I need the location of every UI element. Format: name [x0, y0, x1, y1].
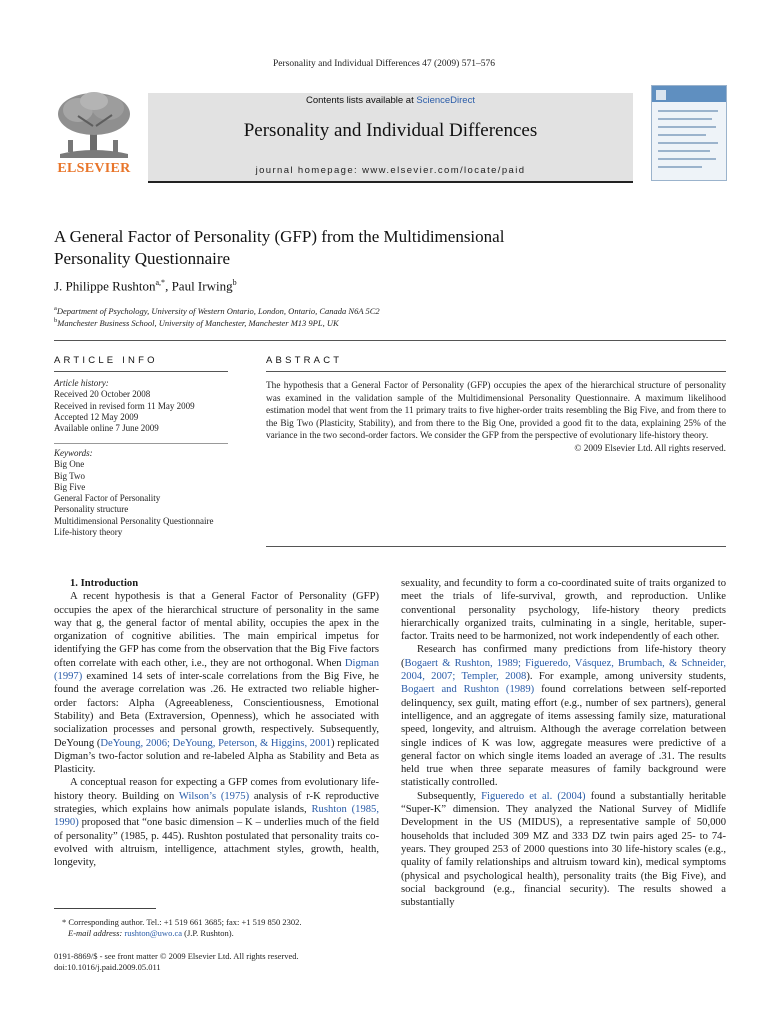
article-history [54, 378, 244, 434]
affiliation-a: $^a$Department of Psychology, University of Western Ontario, London, Ontario, Canada N6A 5C2 [54, 305, 380, 316]
journal-citation: Personality and Individual Differences 47 (2009) 571–576 [273, 59, 495, 69]
paragraph: Subsequently, Figueredo et al. (2004) found a substantially heritable “Super-K” dimension. They analyzed the National Survey of Midlife Development in the US (MIDUS), a representative sample of 50,000 households that included 309 MZ and 333 DZ twin pairs aged 25- to 74-years. They grouped 253 of 2000 questions into 30 life-history scales (e.g., quality of family relationships and altruism toward kin), medical symptoms (physical and psychological health), personality traits (the Big Five), and social background (e.g., financial security). The results showed a substantially [401, 790, 727, 909]
tree-icon [50, 88, 138, 160]
elsevier-logo[interactable] [50, 88, 138, 180]
journal-name: Personality and Individual Differences [243, 120, 538, 141]
divider [266, 371, 726, 372]
reference-link[interactable]: Rushton (1985, 1990) [54, 804, 379, 829]
footnote-marker: * [62, 917, 67, 927]
section-heading-introduction: 1. Introduction [70, 578, 139, 589]
journal-cover-thumbnail[interactable] [651, 85, 727, 181]
keyword-item: Multidimensional Personality Questionnaire [54, 515, 214, 526]
article-title: A General Factor of Personality (GFP) from the Multidimensional Personality Questionnaire [54, 227, 505, 268]
history-label: Article history: [54, 378, 109, 388]
abstract [266, 380, 726, 456]
journal-masthead [148, 93, 633, 183]
footnote-text: Corresponding author. Tel.: +1 519 661 3685; fax: +1 519 850 2302. [68, 917, 302, 927]
author-rushton-marker[interactable]: a,* [155, 278, 166, 287]
keyword-item: Personality structure [54, 504, 129, 515]
paragraph: A recent hypothesis is that a General Factor of Personality (GFP) occupies the apex of the hierarchical structure of personality in the same way that g, the general factor of mental ability, occupies the apex in the organization of cognitive abilities. The main empirical impetus for identifying the GFP has come from the observation that the Big Five factors often correlate with each other, i.e., they are not orthogonal. When Digman (1997) examined 14 sets of inter-scale correlations from the Big Five, he found the average correlation was .26. He extracted two reliable higher-order factors: Alpha (Agreeableness, Conscientiousness, Emotional Stability) and Beta (Extraversion, Openness), which he associated with socialization processes and personal growth, respectively. Subsequently, DeYoung (DeYoung, 2006; DeYoung, Peterson, & Higgins, 2001) replicated Digman’s two-factor solution and re-labeled Alpha as Stability and Beta as Plasticity. [54, 591, 379, 776]
footnote-rule [54, 908, 156, 909]
divider [54, 371, 228, 372]
abstract-copyright: © 2009 Elsevier Ltd. All rights reserved. [574, 443, 726, 454]
body-right-column [401, 577, 726, 909]
history-item: Available online 7 June 2009 [54, 423, 159, 434]
sciencedirect-link[interactable]: ScienceDirect [416, 95, 475, 106]
journal-homepage-link[interactable]: journal homepage: www.elsevier.com/locate/paid [255, 165, 526, 176]
reference-link[interactable]: Bogaert and Rushton (1989) [401, 684, 535, 696]
contents-line: Contents lists available at ScienceDirect [306, 95, 475, 106]
divider [54, 340, 726, 341]
keywords-label: Keywords: [54, 448, 93, 458]
author-irwing-marker[interactable]: b [232, 278, 237, 287]
keyword-item: Life-history theory [54, 527, 123, 538]
keyword-item: Big Two [54, 470, 85, 481]
divider [54, 443, 228, 444]
keywords [54, 448, 254, 538]
keyword-item: Big Five [54, 481, 86, 492]
footnote: * Corresponding author. Tel.: +1 519 661 3685; fax: +1 519 850 2302. E-mail address: rushton@uwo.ca (J.P. Rushton). [62, 917, 302, 939]
divider [266, 546, 726, 547]
paragraph: sexuality, and fecundity to form a co-coordinated suite of traits organized to meet the trials of life-survival, growth, and reproduction. Unlike conventional personality psychology, life-history theory predicts hierarchically organized traits, culminating in a single, heritable, super-factor. Traits need to be harmonized, not work independently of each other. [401, 578, 726, 643]
issn-line: 0191-8869/$ - see front matter © 2009 Elsevier Ltd. All rights reserved. [54, 951, 299, 961]
history-item: Received in revised form 11 May 2009 [54, 400, 195, 411]
author-rushton: J. Philippe Rushton [54, 278, 156, 294]
article-info-heading: ARTICLE INFO [54, 355, 158, 366]
paragraph: Research has confirmed many predictions from life-history theory (Bogaert & Rushton, 1989; Figueredo, Vásquez, Brumbach, & Schneider, 2004, 2007; Templer, 2008). For example, among university students, Bogaert and Rushton (1989) found correlations between self-reported delinquency, sex guilt, mating effort (e.g., number of sex partners), general intelligence, and an aggregate of items assessing family size, maturational speed, longevity, and altruism. Although the average correlation between single indices of K was low, aggregate measures were predictive of a general factor on which single items loaded an average of .31. The results held true when three separate measures of family background were statistically controlled. [401, 644, 726, 789]
reference-link[interactable]: Figueredo et al. (2004) [481, 790, 586, 802]
body-left-column [54, 577, 379, 870]
reference-link[interactable]: Wilson’s (1975) [178, 790, 250, 802]
keyword-item: General Factor of Personality [54, 493, 161, 504]
reference-link[interactable]: Digman (1997) [54, 657, 379, 683]
author-irwing: Paul Irwing [171, 278, 233, 294]
abstract-heading: ABSTRACT [266, 355, 343, 366]
doi-line[interactable]: doi:10.1016/j.paid.2009.05.011 [54, 962, 161, 973]
reference-link[interactable]: DeYoung, 2006; DeYoung, Peterson, & Higgins, 2001 [100, 737, 331, 749]
history-item: Received 20 October 2008 [54, 389, 151, 400]
abstract-text: The hypothesis that a General Factor of Personality (GFP) occupies the apex of the hierarchical structure of personality was examined in the validation sample of the Multidimensional Personality Questionnaire. A maximum likelihood estimation model that went from the 11 primary traits to five higher-order traits resembling the Big Five, and from there to the Big Two (Plasticity, Stability), and from there to the Big One, provided a good fit to the data, explaining 25% of the variance in the two second-order factors. We consider the GFP from the perspective of evolutionary life-history theory. [266, 381, 726, 442]
publisher-name: ELSEVIER [57, 161, 131, 176]
keyword-item: Big One [54, 459, 85, 470]
email-link[interactable]: rushton@uwo.ca [124, 928, 182, 939]
cover-image [656, 90, 666, 100]
front-matter-info [54, 951, 394, 974]
history-item: Accepted 12 May 2009 [54, 411, 139, 422]
affiliation-b: $^b$Manchester Business School, University of Manchester, Manchester M13 9PL, UK [54, 317, 339, 328]
paragraph: A conceptual reason for expecting a GFP comes from evolutionary life-history theory. Building on Wilson’s (1975) analysis of r-K reproductive strategies, which explains how animals populate islands, Rushton (1985, 1990) proposed that “one basic dimension – K – underlies much of the field of personality” (1985, p. 445). Rushton postulated that personality traits co-evolved with altruism, intelligence, attachment styles, growth, health, longevity, [54, 777, 380, 869]
reference-link[interactable]: Bogaert & Rushton, 1989; Figueredo, Vásquez, Brumbach, & Schneider, 2004, 2007; Templer, 2008 [401, 657, 726, 683]
author-list: J. Philippe Rushton$^{a,*}$, Paul Irwing$^b$ [54, 278, 237, 294]
